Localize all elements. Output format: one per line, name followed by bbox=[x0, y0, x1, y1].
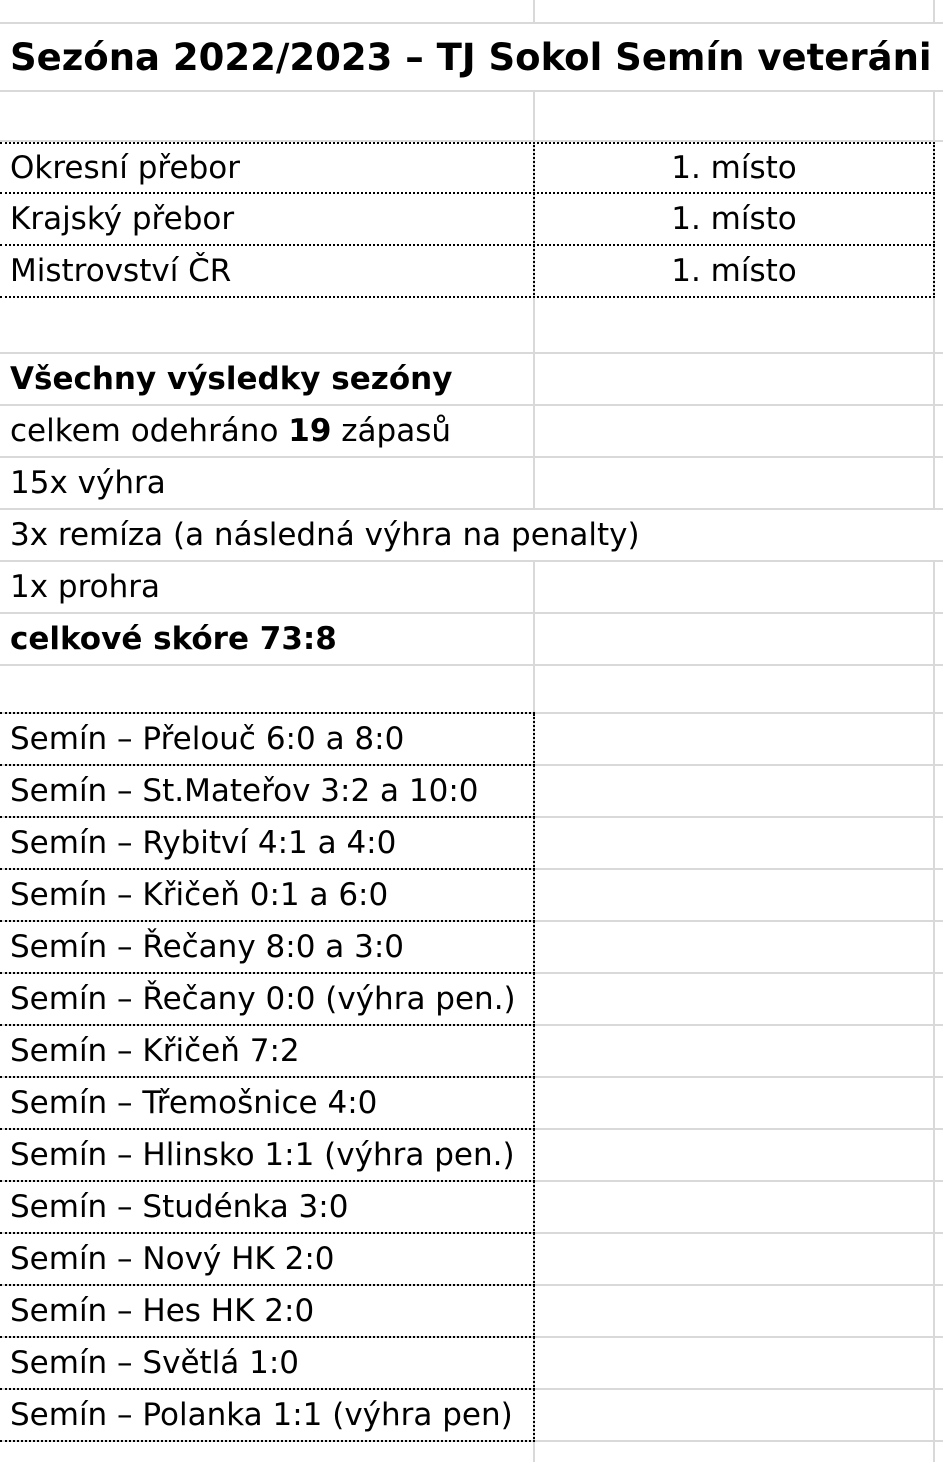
match-result: Semín – Řečany 8:0 a 3:0 bbox=[10, 929, 405, 965]
sheet-row-title[interactable] bbox=[0, 24, 943, 92]
match-table-right-border bbox=[0, 714, 535, 1442]
summary-losses: 1x prohra bbox=[10, 569, 161, 605]
match-result: Semín – Světlá 1:0 bbox=[10, 1345, 300, 1381]
placement-result: 1. místo bbox=[671, 253, 797, 289]
match-result: Semín – St.Mateřov 3:2 a 10:0 bbox=[10, 773, 479, 809]
sheet-row[interactable] bbox=[0, 0, 943, 24]
match-result: Semín – Studénka 3:0 bbox=[10, 1189, 349, 1225]
summary-heading: Všechny výsledky sezóny bbox=[10, 361, 453, 397]
placement-competition: Okresní přebor bbox=[10, 150, 240, 186]
match-result: Semín – Křičeň 7:2 bbox=[10, 1033, 300, 1069]
summary-wins-row[interactable] bbox=[0, 458, 943, 510]
placement-result-border bbox=[533, 142, 935, 298]
match-result: Semín – Křičeň 0:1 a 6:0 bbox=[10, 877, 389, 913]
sheet-row[interactable] bbox=[0, 92, 943, 142]
match-result: Semín – Přelouč 6:0 a 8:0 bbox=[10, 721, 405, 757]
summary-played bbox=[10, 406, 451, 456]
played-suffix: zápasů bbox=[331, 413, 452, 449]
summary-played-row[interactable] bbox=[0, 406, 943, 458]
summary-heading-row[interactable] bbox=[0, 354, 943, 406]
placement-result: 1. místo bbox=[671, 201, 797, 237]
match-result: Semín – Třemošnice 4:0 bbox=[10, 1085, 378, 1121]
summary-losses-row[interactable] bbox=[0, 562, 943, 614]
match-result: Semín – Rybitví 4:1 a 4:0 bbox=[10, 825, 397, 861]
match-result: Semín – Hlinsko 1:1 (výhra pen.) bbox=[10, 1137, 515, 1173]
match-result: Semín – Řečany 0:0 (výhra pen.) bbox=[10, 981, 516, 1017]
sheet-row[interactable] bbox=[0, 666, 943, 714]
page-title: Sezóna 2022/2023 – TJ Sokol Semín veteráni bbox=[10, 35, 932, 79]
placement-competition: Krajský přebor bbox=[10, 201, 235, 237]
played-count: 19 bbox=[288, 413, 332, 449]
summary-wins: 15x výhra bbox=[10, 465, 166, 501]
placement-competition: Mistrovství ČR bbox=[10, 253, 232, 289]
match-result: Semín – Nový HK 2:0 bbox=[10, 1241, 335, 1277]
summary-draws: 3x remíza (a následná výhra na penalty) bbox=[10, 517, 640, 553]
sheet-row[interactable] bbox=[0, 298, 943, 354]
summary-score-row[interactable] bbox=[0, 614, 943, 666]
summary-total-score: celkové skóre 73:8 bbox=[10, 621, 337, 657]
sheet-row[interactable] bbox=[0, 1440, 943, 1462]
placement-result: 1. místo bbox=[671, 150, 797, 186]
match-result: Semín – Hes HK 2:0 bbox=[10, 1293, 315, 1329]
played-prefix: celkem odehráno bbox=[10, 413, 289, 449]
summary-draws-row[interactable] bbox=[0, 510, 943, 562]
match-result: Semín – Polanka 1:1 (výhra pen) bbox=[10, 1397, 513, 1433]
